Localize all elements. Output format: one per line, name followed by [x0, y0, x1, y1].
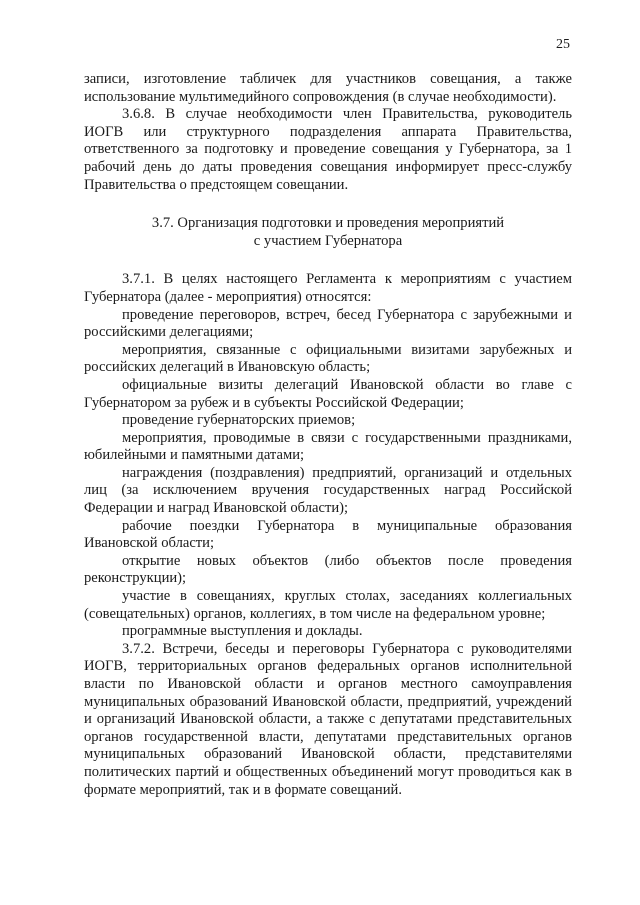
paragraph: 3.7.1. В целях настоящего Регламента к мероприятиям с участием Губернатора (далее - мероприятия) относятся:	[84, 271, 572, 305]
list-item: официальные визиты делегаций Ивановской области во главе с Губернатором за рубеж и в субъекты Российской Федерации;	[84, 376, 572, 411]
list-item: проведение переговоров, встреч, бесед Губернатора с зарубежными и российскими делегациями;	[84, 306, 572, 341]
section-heading-line-2: с участием Губернатора	[253, 232, 403, 249]
list-item: рабочие поездки Губернатора в муниципальные образования Ивановской области;	[84, 517, 572, 552]
paragraph: 3.6.8. В случае необходимости член Правительства, руководитель ИОГВ или структурного подразделения аппарата Правительства, ответственного за подготовку и проведение совещания у Губернатора, за 1 рабочий день до даты проведения совещания информирует пресс-службу Правительства о предстоящем совещании.	[84, 106, 572, 193]
list-item: мероприятия, проводимые в связи с государственными праздниками, юбилейными и памятными датами;	[84, 429, 572, 464]
section-heading	[84, 215, 572, 250]
list-item: проведение губернаторских приемов;	[122, 412, 356, 429]
spacer	[84, 250, 572, 271]
spacer	[84, 194, 572, 215]
page-number: 25	[556, 37, 570, 52]
list-item: награждения (поздравления) предприятий, организаций и отдельных лиц (за исключением вручения государственных наград Российской Федерации и наград Ивановской области);	[84, 464, 572, 517]
section-heading-line-1: 3.7. Организация подготовки и проведения мероприятий	[151, 215, 505, 232]
list-item: программные выступления и доклады.	[122, 623, 363, 640]
list-item: участие в совещаниях, круглых столах, заседаниях коллегиальных (совещательных) органов, коллегиях, в том числе на федеральном уровне;	[84, 588, 572, 622]
paragraph: записи, изготовление табличек для участников совещания, а также использование мультимедийного сопровождения (в случае необходимости).	[84, 71, 572, 105]
document-body	[84, 71, 572, 799]
list-item: мероприятия, связанные с официальными визитами зарубежных и российских делегаций в Ивановскую область;	[84, 341, 572, 376]
paragraph: 3.7.2. Встречи, беседы и переговоры Губернатора с руководителями ИОГВ, территориальных органов федеральных органов исполнительной власти по Ивановской области и органов местного самоуправления муниципальных образований Ивановской области, предприятий, учреждений и организаций Ивановской области, а также с депутатами представительных органов государственной власти, депутатами представительных органов муниципальных образований Ивановской области, представителями политических партий и общественных объединений могут проводиться как в формате мероприятий, так и в формате совещаний.	[84, 640, 572, 798]
list-item: открытие новых объектов (либо объектов после проведения реконструкции);	[84, 552, 572, 587]
